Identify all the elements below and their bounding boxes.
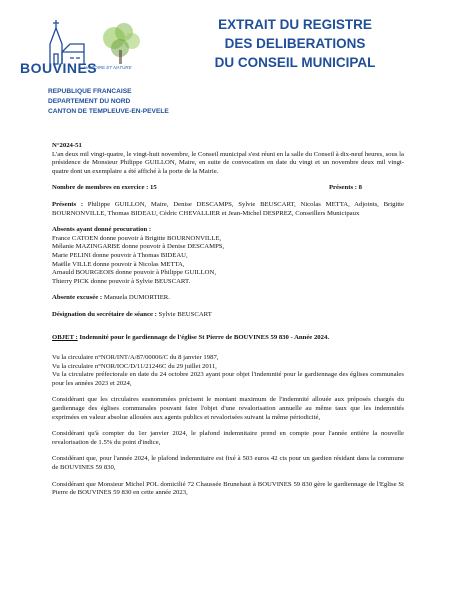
proxy-line: Marie PELINI donne pouvoir à Thomas BIDEAU, <box>52 251 188 259</box>
proxy-line: Thierry PICK donne pouvoir à Sylvie BEUSCART. <box>52 277 191 285</box>
deliberation-number: N°2024-51 <box>52 142 82 149</box>
consideration-paragraph: Considérant que, pour l'année 2024, le plafond indemnitaire est fixé à 503 euros 42 cts pour un gardien résidant dans la commune de BOUVINES 59 830, <box>52 455 404 472</box>
presents-label: Présents : <box>52 200 84 208</box>
title-line: DES DELIBERATIONS <box>224 36 366 51</box>
excused-text: Manuela DUMORTIER. <box>102 294 170 302</box>
republic-label: REPUBLIQUE FRANCAISE <box>48 88 132 95</box>
member-counts <box>52 184 404 193</box>
present-count: Présents : 8 <box>328 184 362 192</box>
intro-paragraph: L'an deux mil vingt-quatre, le vingt-huit novembre, le Conseil municipal s'est réuni en la salle du Conseil à dix-neuf heures, sous la présidence de Monsieur Philippe GUILLON, Maire, en suite de convocation en date du vingt et un novembre deux mil vingt-quatre dont un exemplaire a été affiché à la porte de la Mairie. <box>52 150 404 175</box>
presents-text: Philippe GUILLON, Maire, Denise DESCAMPS, Sylvie BEUSCART, Nicolas METTA, Adjoints, Brigitte BOURNONVILLE, Thomas BIDEAU, Cédric CHEVALLIER et Jean-Michel DESPREZ, Conseillers Municipaux <box>52 200 404 217</box>
consideration-paragraph: Considérant qu'à compter du 1er janvier 2024, le plafond indemnitaire prend en compte pour l'année entière la nouvelle revalorisation de 1.5% du point d'indice, <box>52 430 404 446</box>
title-line: DU CONSEIL MUNICIPAL <box>214 55 376 70</box>
proxy-line: Mélanie MAZINGARBE donne pouvoir à Denise DESCAMPS, <box>52 243 225 251</box>
canton-label: CANTON DE TEMPLEUVE-EN-PEVELE <box>48 108 169 115</box>
proxy-line: Arnauld BOURGEOIS donne pouvoir à Philippe GUILLON, <box>52 269 217 277</box>
object-paragraph <box>52 334 404 343</box>
logo-tagline: HISTOIRE ET NATURE <box>84 65 132 70</box>
deliberation-body <box>52 142 404 498</box>
presents-paragraph <box>52 201 404 218</box>
consideration-paragraph: Considérant que les circulaires susnommées précisent le montant maximum de l'indemnité allouée aux préposés chargés du gardiennage des églises communales pouvant faire l'objet d'une revalorisation annuelle au même taux que les indemnités exprimées en valeur absolue allouées aux agents publics et revalorisées suivant la même périodicité, <box>52 396 404 421</box>
object-text: Indemnité pour le gardiennage de l'église St Pierre de BOUVINES 59 830 - Année 2024. <box>77 333 329 341</box>
secretary-paragraph <box>52 311 404 320</box>
proxies-label: Absents ayant donné procuration : <box>52 226 152 234</box>
excused-paragraph <box>52 294 404 303</box>
logo-name: BOUVINES <box>20 60 98 76</box>
members-count: Nombre de membres en exercice : 15 <box>52 184 157 192</box>
proxy-line: France CATOEN donne pouvoir à Brigitte BOURNONVILLE, <box>52 234 222 242</box>
department-label: DEPARTEMENT DU NORD <box>48 98 131 105</box>
circular-line: Vu la circulaire préfectorale en date du 24 octobre 2023 ayant pour objet l'indemnité pour le gardiennage des églises communales pour les années 2023 et 2024, <box>52 371 404 387</box>
circular-line: Vu la circulaire n°NOR/INT/A/87/00006/C du 8 janvier 1987, <box>52 354 219 362</box>
tree-icon <box>103 23 140 64</box>
object-label: OBJET : <box>52 333 78 341</box>
title-line: EXTRAIT DU REGISTRE <box>218 17 372 32</box>
circular-line: Vu la circulaire n°NOR/IOC/D/11/21246C du 29 juillet 2011, <box>52 362 217 370</box>
secretary-label: Désignation du secrétaire de séance : <box>52 310 157 318</box>
administrative-header <box>48 87 169 117</box>
consideration-paragraph: Considérant que Monsieur Michel POL domicilié 72 Chaussée Brunehaut à BOUVINES 59 830 gère le gardiennage de l'Eglise St Pierre de BOUVINES 59 830 en cette année 2023, <box>52 480 404 497</box>
register-title <box>190 15 400 72</box>
church-icon <box>50 20 84 64</box>
secretary-text: Sylvie BEUSCART <box>156 310 212 318</box>
proxy-line: Maëlle VILLE donne pouvoir à Nicolas METTA, <box>52 260 185 268</box>
excused-label: Absente excusée : <box>52 294 103 302</box>
